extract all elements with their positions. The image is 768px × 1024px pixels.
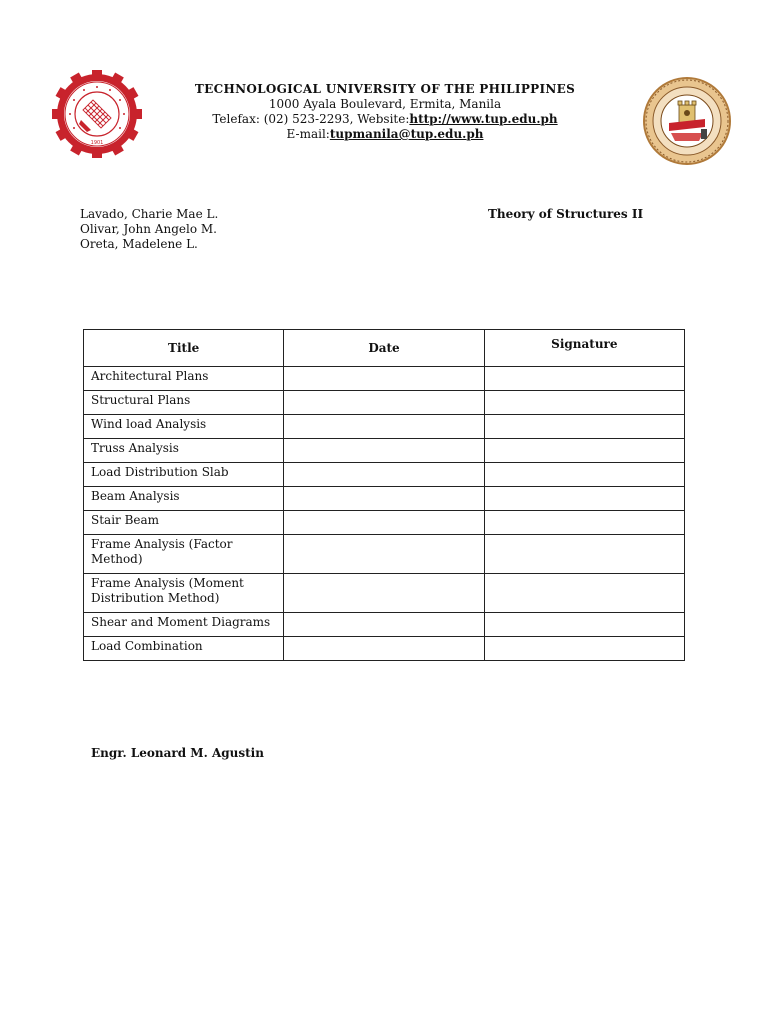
student-name: Olivar, John Angelo M. xyxy=(80,222,217,236)
row-title: Structural Plans xyxy=(84,391,284,415)
email-label: E-mail: xyxy=(286,127,330,141)
signature-cell xyxy=(484,463,684,487)
signature-cell xyxy=(484,511,684,535)
row-title: Stair Beam xyxy=(84,511,284,535)
table-row xyxy=(84,463,685,487)
subject-title: Theory of Structures II xyxy=(488,207,644,221)
date-cell xyxy=(284,613,484,637)
signature-cell xyxy=(484,574,684,613)
university-name: TECHNOLOGICAL UNIVERSITY OF THE PHILIPPINES xyxy=(194,82,576,96)
university-address: 1000 Ayala Boulevard, Ermita, Manila xyxy=(268,97,502,111)
row-title: Load Combination xyxy=(84,637,284,661)
signature-cell xyxy=(484,367,684,391)
date-cell xyxy=(284,574,484,613)
table-row xyxy=(84,637,685,661)
signature-cell xyxy=(484,487,684,511)
date-cell xyxy=(284,415,484,439)
student-name: Oreta, Madelene L. xyxy=(80,237,198,251)
table-row xyxy=(84,415,685,439)
date-cell xyxy=(284,391,484,415)
header-date: Date xyxy=(284,330,484,367)
email-line xyxy=(130,127,640,142)
signature-cell xyxy=(484,439,684,463)
date-cell xyxy=(284,487,484,511)
date-cell xyxy=(284,535,484,574)
signature-cell xyxy=(484,391,684,415)
student-names xyxy=(80,207,218,252)
row-title: Shear and Moment Diagrams xyxy=(84,613,284,637)
table-row xyxy=(84,511,685,535)
row-title: Architectural Plans xyxy=(84,367,284,391)
seal-year: 1901 xyxy=(90,140,104,146)
row-title: Frame Analysis (Moment Distribution Method) xyxy=(84,574,284,613)
submission-table xyxy=(83,329,685,661)
header-signature: Signature xyxy=(484,330,684,367)
table-row xyxy=(84,439,685,463)
email-link[interactable]: tupmanila@tup.edu.ph xyxy=(329,127,484,141)
row-title: Beam Analysis xyxy=(84,487,284,511)
row-title: Truss Analysis xyxy=(84,439,284,463)
table-row xyxy=(84,487,685,511)
header-title: Title xyxy=(84,330,284,367)
table-row xyxy=(84,367,685,391)
telefax-text: Telefax: (02) 523-2293, Website: xyxy=(212,112,410,126)
row-title: Load Distribution Slab xyxy=(84,463,284,487)
table-row xyxy=(84,574,685,613)
table-row xyxy=(84,613,685,637)
table-row xyxy=(84,391,685,415)
student-name: Lavado, Charie Mae L. xyxy=(80,207,219,221)
table-row xyxy=(84,535,685,574)
contact-line xyxy=(130,112,640,127)
date-cell xyxy=(284,367,484,391)
table-header-row xyxy=(84,330,685,367)
date-cell xyxy=(284,439,484,463)
website-link[interactable]: http://www.tup.edu.ph xyxy=(409,112,558,126)
date-cell xyxy=(284,463,484,487)
signature-cell xyxy=(484,637,684,661)
engineer-name: Engr. Leonard M. Agustin xyxy=(91,746,264,760)
row-title: Frame Analysis (Factor Method) xyxy=(84,535,284,574)
date-cell xyxy=(284,511,484,535)
letterhead xyxy=(130,82,640,142)
date-cell xyxy=(284,637,484,661)
signature-cell xyxy=(484,613,684,637)
row-title: Wind load Analysis xyxy=(84,415,284,439)
signature-cell xyxy=(484,535,684,574)
college-seal-logo xyxy=(640,74,734,168)
signature-cell xyxy=(484,415,684,439)
